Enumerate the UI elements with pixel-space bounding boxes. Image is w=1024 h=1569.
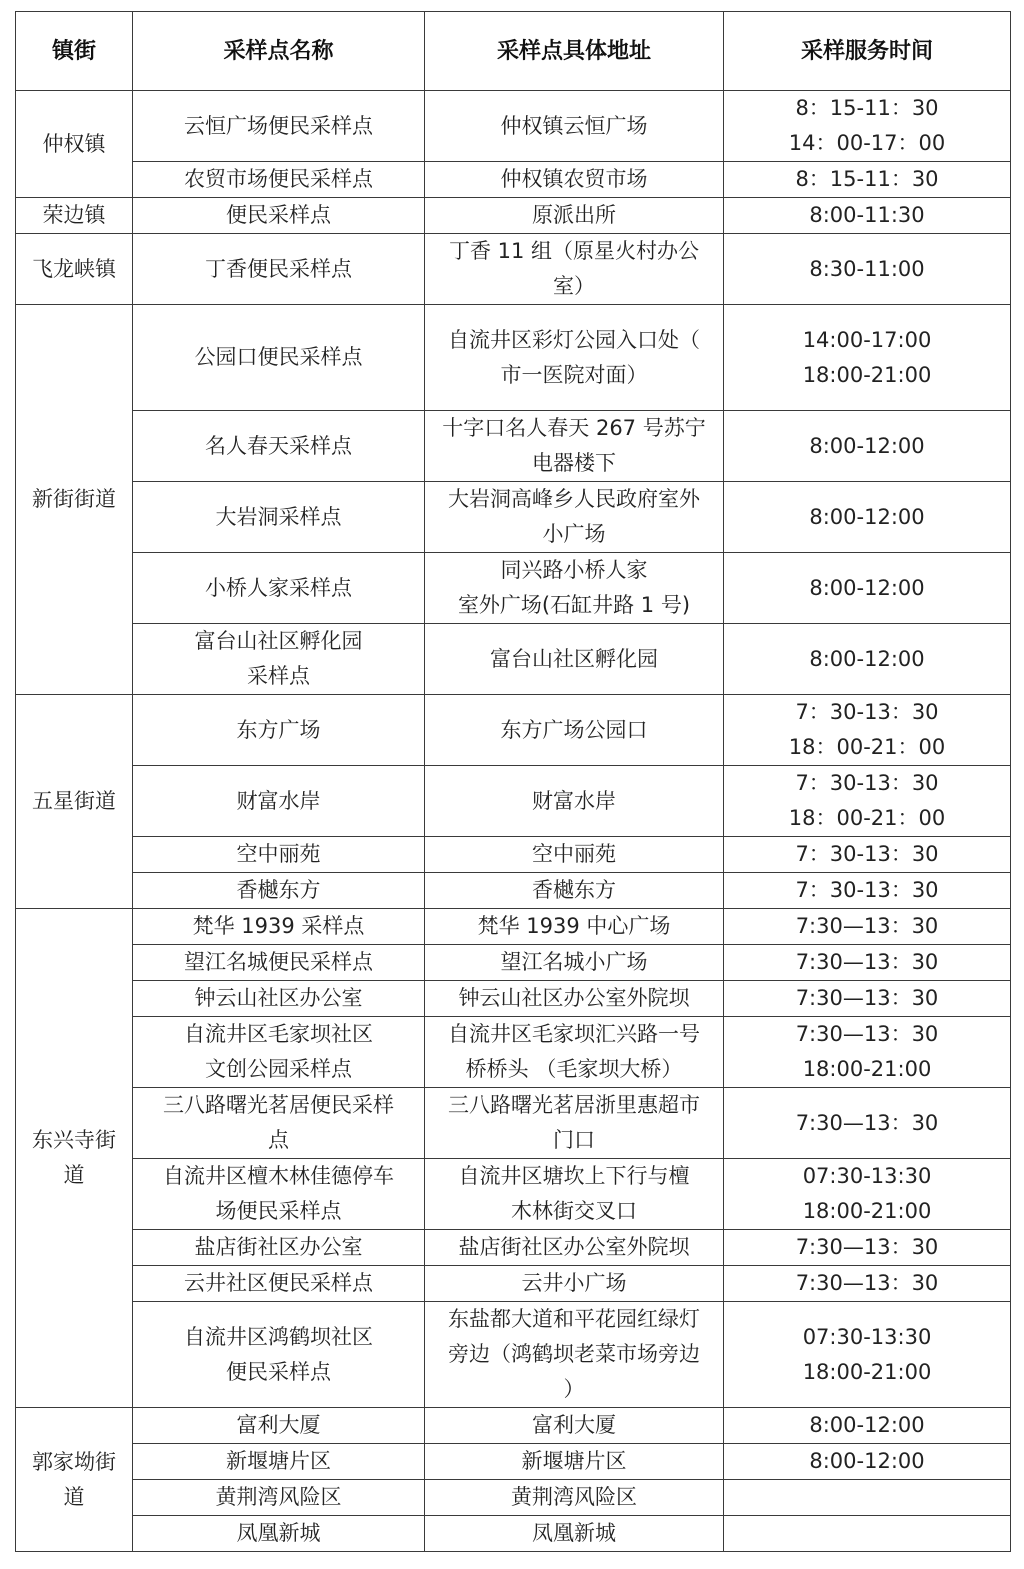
table-row	[16, 695, 1011, 766]
table-row	[16, 1480, 1011, 1516]
service-time-cell: 8:00-12:00	[724, 553, 1011, 624]
service-time-cell: 7:30—13：30	[724, 909, 1011, 945]
site-name-cell: 新堰塘片区	[133, 1444, 425, 1480]
address-cell: 自流井区塘坎上下行与檀 木林街交叉口	[425, 1159, 724, 1230]
table-row	[16, 411, 1011, 482]
address-cell: 梵华 1939 中心广场	[425, 909, 724, 945]
service-time-cell: 7:30—13：30	[724, 1266, 1011, 1302]
address-cell: 原派出所	[425, 198, 724, 234]
service-time-cell: 7：30-13：30 18：00-21：00	[724, 695, 1011, 766]
site-name-cell: 名人春天采样点	[133, 411, 425, 482]
header-site-name: 采样点名称	[133, 12, 425, 91]
site-name-cell: 丁香便民采样点	[133, 234, 425, 305]
service-time-cell: 8:00-12:00	[724, 1408, 1011, 1444]
address-cell: 黄荆湾风险区	[425, 1480, 724, 1516]
town-cell: 东兴寺街 道	[16, 909, 133, 1408]
table-row	[16, 624, 1011, 695]
service-time-cell: 8:00-12:00	[724, 1444, 1011, 1480]
site-name-cell: 财富水岸	[133, 766, 425, 837]
service-time-cell: 7:30—13：30 18:00-21:00	[724, 1017, 1011, 1088]
address-cell: 富台山社区孵化园	[425, 624, 724, 695]
service-time-cell: 8:00-12:00	[724, 624, 1011, 695]
table-row	[16, 909, 1011, 945]
site-name-cell: 云井社区便民采样点	[133, 1266, 425, 1302]
table-row	[16, 1516, 1011, 1552]
service-time-cell: 7：30-13：30 18：00-21：00	[724, 766, 1011, 837]
table-row	[16, 1408, 1011, 1444]
table-row	[16, 873, 1011, 909]
service-time-cell: 7：30-13：30	[724, 873, 1011, 909]
address-cell: 仲权镇农贸市场	[425, 162, 724, 198]
address-cell: 十字口名人春天 267 号苏宁 电器楼下	[425, 411, 724, 482]
site-name-cell: 凤凰新城	[133, 1516, 425, 1552]
site-name-cell: 自流井区鸿鹤坝社区 便民采样点	[133, 1302, 425, 1408]
site-name-cell: 自流井区檀木林佳德停车 场便民采样点	[133, 1159, 425, 1230]
site-name-cell: 梵华 1939 采样点	[133, 909, 425, 945]
table-row	[16, 1444, 1011, 1480]
table-row	[16, 1266, 1011, 1302]
service-time-cell: 8：15-11：30 14：00-17：00	[724, 91, 1011, 162]
header-address: 采样点具体地址	[425, 12, 724, 91]
address-cell: 东方广场公园口	[425, 695, 724, 766]
site-name-cell: 富利大厦	[133, 1408, 425, 1444]
table-row	[16, 1159, 1011, 1230]
site-name-cell: 公园口便民采样点	[133, 305, 425, 411]
service-time-cell: 14:00-17:00 18:00-21:00	[724, 305, 1011, 411]
site-name-cell: 盐店街社区办公室	[133, 1230, 425, 1266]
sampling-sites-table	[15, 11, 1011, 1552]
site-name-cell: 小桥人家采样点	[133, 553, 425, 624]
table-row	[16, 482, 1011, 553]
table-body	[16, 91, 1011, 1552]
header-row	[16, 12, 1011, 91]
address-cell: 云井小广场	[425, 1266, 724, 1302]
town-cell: 新街街道	[16, 305, 133, 695]
table-row	[16, 553, 1011, 624]
service-time-cell	[724, 1516, 1011, 1552]
address-cell: 自流井区毛家坝汇兴路一号 桥桥头 （毛家坝大桥）	[425, 1017, 724, 1088]
site-name-cell: 大岩洞采样点	[133, 482, 425, 553]
service-time-cell: 7:30—13：30	[724, 945, 1011, 981]
service-time-cell	[724, 1480, 1011, 1516]
address-cell: 新堰塘片区	[425, 1444, 724, 1480]
service-time-cell: 07:30-13:30 18:00-21:00	[724, 1302, 1011, 1408]
service-time-cell: 8:00-11:30	[724, 198, 1011, 234]
table-row	[16, 1017, 1011, 1088]
site-name-cell: 农贸市场便民采样点	[133, 162, 425, 198]
service-time-cell: 7：30-13：30	[724, 837, 1011, 873]
town-cell: 仲权镇	[16, 91, 133, 198]
table-row	[16, 1230, 1011, 1266]
table-row	[16, 1088, 1011, 1159]
address-cell: 财富水岸	[425, 766, 724, 837]
table-row	[16, 198, 1011, 234]
table-row	[16, 234, 1011, 305]
address-cell: 丁香 11 组（原星火村办公 室）	[425, 234, 724, 305]
site-name-cell: 东方广场	[133, 695, 425, 766]
address-cell: 香樾东方	[425, 873, 724, 909]
address-cell: 三八路曙光茗居浙里惠超市 门口	[425, 1088, 724, 1159]
table-row	[16, 837, 1011, 873]
table-row	[16, 945, 1011, 981]
table-row	[16, 162, 1011, 198]
address-cell: 盐店街社区办公室外院坝	[425, 1230, 724, 1266]
table-row	[16, 305, 1011, 411]
site-name-cell: 三八路曙光茗居便民采样 点	[133, 1088, 425, 1159]
service-time-cell: 8:30-11:00	[724, 234, 1011, 305]
header-service-time: 采样服务时间	[724, 12, 1011, 91]
town-cell: 飞龙峡镇	[16, 234, 133, 305]
service-time-cell: 7:30—13：30	[724, 981, 1011, 1017]
town-cell: 五星街道	[16, 695, 133, 909]
site-name-cell: 钟云山社区办公室	[133, 981, 425, 1017]
table-row	[16, 766, 1011, 837]
site-name-cell: 空中丽苑	[133, 837, 425, 873]
table-row	[16, 91, 1011, 162]
address-cell: 仲权镇云恒广场	[425, 91, 724, 162]
address-cell: 东盐都大道和平花园红绿灯 旁边（鸿鹤坝老菜市场旁边 ）	[425, 1302, 724, 1408]
site-name-cell: 便民采样点	[133, 198, 425, 234]
table-row	[16, 981, 1011, 1017]
site-name-cell: 云恒广场便民采样点	[133, 91, 425, 162]
service-time-cell: 8:00-12:00	[724, 411, 1011, 482]
address-cell: 大岩洞高峰乡人民政府室外 小广场	[425, 482, 724, 553]
service-time-cell: 8:00-12:00	[724, 482, 1011, 553]
site-name-cell: 香樾东方	[133, 873, 425, 909]
address-cell: 空中丽苑	[425, 837, 724, 873]
site-name-cell: 自流井区毛家坝社区 文创公园采样点	[133, 1017, 425, 1088]
address-cell: 望江名城小广场	[425, 945, 724, 981]
header-town: 镇街	[16, 12, 133, 91]
site-name-cell: 黄荆湾风险区	[133, 1480, 425, 1516]
table-row	[16, 1302, 1011, 1408]
site-name-cell: 望江名城便民采样点	[133, 945, 425, 981]
address-cell: 凤凰新城	[425, 1516, 724, 1552]
address-cell: 自流井区彩灯公园入口处（ 市一医院对面）	[425, 305, 724, 411]
service-time-cell: 7:30—13：30	[724, 1230, 1011, 1266]
town-cell: 荣边镇	[16, 198, 133, 234]
address-cell: 同兴路小桥人家 室外广场(石缸井路 1 号)	[425, 553, 724, 624]
site-name-cell: 富台山社区孵化园 采样点	[133, 624, 425, 695]
service-time-cell: 8：15-11：30	[724, 162, 1011, 198]
service-time-cell: 7:30—13：30	[724, 1088, 1011, 1159]
address-cell: 钟云山社区办公室外院坝	[425, 981, 724, 1017]
service-time-cell: 07:30-13:30 18:00-21:00	[724, 1159, 1011, 1230]
town-cell: 郭家坳街 道	[16, 1408, 133, 1552]
address-cell: 富利大厦	[425, 1408, 724, 1444]
